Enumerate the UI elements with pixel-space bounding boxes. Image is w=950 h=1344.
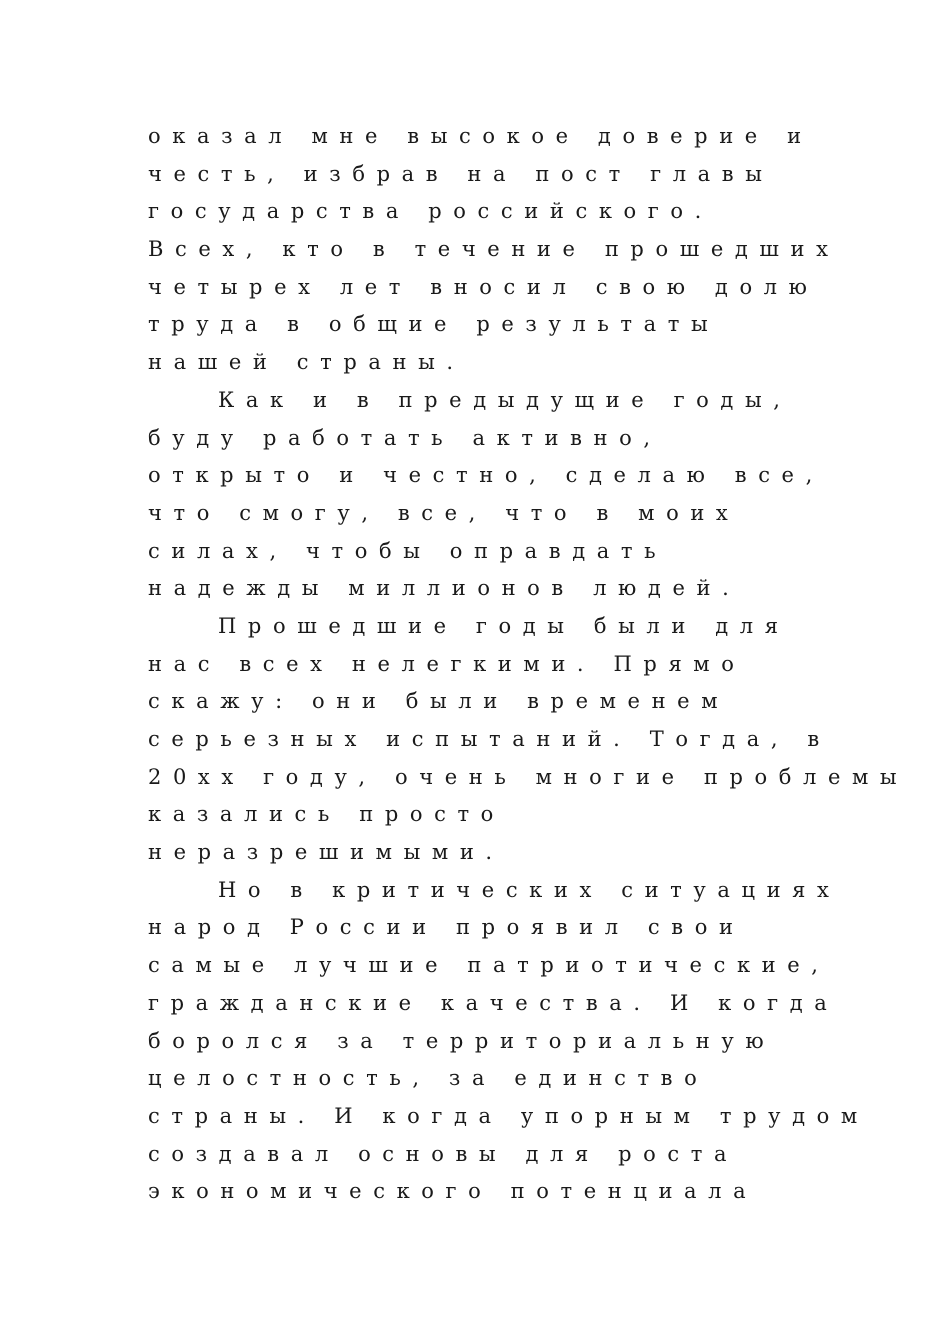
text-line: гражданские качества. И когда bbox=[148, 990, 839, 1015]
text-line: силах, чтобы оправдать bbox=[148, 538, 668, 563]
paragraph-first-line: Прошедшие годы были для bbox=[218, 613, 790, 638]
text-line: буду работать активно, bbox=[148, 425, 662, 450]
text-line: что смогу, все, что в моих bbox=[148, 500, 740, 525]
text-line: надежды миллионов людей. bbox=[148, 576, 741, 601]
paragraph-first-line: Но в критических ситуациях bbox=[218, 877, 841, 902]
text-line: страны. И когда упорным трудом bbox=[148, 1103, 869, 1128]
text-line: оказал мне высокое доверие и bbox=[148, 124, 813, 148]
text-line: 20xx году, очень многие проблемы bbox=[148, 764, 909, 789]
text-line: четырех лет вносил свою долю bbox=[148, 274, 819, 299]
text-line: самые лучшие патриотические, bbox=[148, 953, 830, 978]
text-line: нашей страны. bbox=[148, 350, 465, 375]
text-line: государства российского. bbox=[148, 199, 713, 224]
text-line: честь, избрав на пост главы bbox=[148, 161, 774, 186]
text-line: народ России проявил свои bbox=[148, 915, 745, 940]
text-line: неразрешимыми. bbox=[148, 840, 504, 865]
text-line: серьезных испытаний. Тогда, в bbox=[148, 727, 831, 751]
text-line: открыто и честно, сделаю все, bbox=[148, 463, 824, 488]
text-line: боролся за территориальную bbox=[148, 1028, 776, 1053]
text-line: скажу: они были временем bbox=[148, 689, 730, 714]
paragraph-first-line: Как и в предыдущие годы, bbox=[218, 387, 792, 412]
text-line: нас всех нелегкими. Прямо bbox=[148, 651, 746, 676]
text-line: целостность, за единство bbox=[148, 1066, 709, 1091]
text-line: Всех, кто в течение прошедших bbox=[148, 237, 840, 262]
text-line: казались просто bbox=[148, 802, 505, 827]
document-body bbox=[148, 118, 909, 1211]
text-line: экономического потенциала bbox=[148, 1179, 758, 1204]
text-line: труда в общие результаты bbox=[148, 312, 720, 337]
text-line: создавал основы для роста bbox=[148, 1141, 739, 1166]
